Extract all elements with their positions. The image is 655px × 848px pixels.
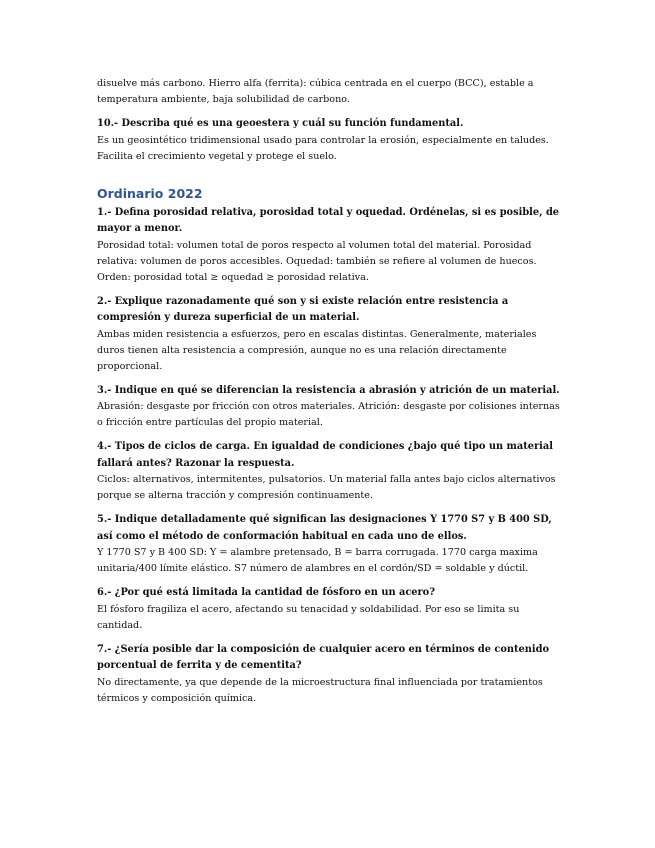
question-1-text: 1.- Defina porosidad relativa, porosidad total y oquedad. Ordénelas, si es posible, de mayor a menor. [97, 206, 560, 234]
answer-10-text: Es un geosintético tridimensional usado para controlar la erosión, especialmente en taludes. Facilita el crecimiento vegetal y protege el suelo. [97, 134, 549, 162]
question-5-text: 5.- Indique detalladamente qué significan las designaciones Y 1770 S7 y B 400 SD, así como el método de conformación habitual en cada uno de ellos. [97, 514, 552, 542]
question-6-text: 6.- ¿Por qué está limitada la cantidad de fósforo en un acero? [97, 587, 435, 598]
question-6-block [97, 585, 567, 634]
question-7-block [97, 642, 567, 707]
question-7-text: 7.- ¿Sería posible dar la composición de cualquier acero en términos de contenido porcentual de ferrita y de cementita? [97, 643, 549, 671]
answer-4-text: Ciclos: alternativos, intermitentes, pulsatorios. Un material falla antes bajo ciclos alternativos porque se alterna tracción y compresión continuamente. [97, 474, 556, 501]
answer-2-text: Ambas miden resistencia a esfuerzos, pero en escalas distintas. Generalmente, materiales duros tienen alta resistencia a compresión, aunque no es una relación directamente proporcional. [97, 328, 537, 372]
intro-block [97, 76, 567, 108]
answer-7-text: No directamente, ya que depende de la microestructura final influenciada por tratamientos térmicos y composición química. [97, 676, 543, 704]
question-10-text: 10.- Describa qué es una geoestera y cuál su función fundamental. [97, 118, 464, 129]
question-4-block [97, 439, 567, 504]
question-4-text: 4.- Tipos de ciclos de carga. En igualdad de condiciones ¿bajo qué tipo un material fallará antes? Razonar la respuesta. [97, 441, 553, 469]
intro-text: disuelve más carbono. Hierro alfa (ferrita): cúbica centrada en el cuerpo (BCC), estable a temperatura ambiente, baja solubilidad de carbono. [97, 78, 534, 105]
question-3-block [97, 383, 567, 432]
question-2-text: 2.- Explique razonadamente qué son y si existe relación entre resistencia a compresión y dureza superficial de un material. [97, 295, 509, 323]
question-10-block [97, 116, 567, 165]
document-page [97, 76, 567, 715]
question-2-block [97, 294, 567, 375]
answer-1-text: Porosidad total: volumen total de poros respecto al volumen total del material. Porosidad relativa: volumen de poros accesibles. Oquedad: también se refiere al volumen de huecos. Orden: porosidad total ≥ oquedad ≥ porosidad relativa. [97, 239, 537, 283]
section-heading: Ordinario 2022 [97, 185, 203, 201]
question-3-text: 3.- Indique en qué se diferencian la resistencia a abrasión y atrición de un material. [97, 384, 560, 396]
answer-3-text: Abrasión: desgaste por fricción con otros materiales. Atrición: desgaste por colisiones internas o fricción entre partículas del propio material. [97, 401, 560, 428]
question-5-block [97, 512, 567, 577]
answer-6-text: El fósforo fragiliza el acero, afectando su tenacidad y soldabilidad. Por eso se limita su cantidad. [97, 603, 520, 631]
answer-5-text: Y 1770 S7 y B 400 SD: Y = alambre pretensado, B = barra corrugada. 1770 carga maxima unitaria/400 límite elástico. S7 número de alambres en el cordón/SD = soldable y dúctil. [97, 547, 538, 574]
question-1-block [97, 205, 567, 286]
